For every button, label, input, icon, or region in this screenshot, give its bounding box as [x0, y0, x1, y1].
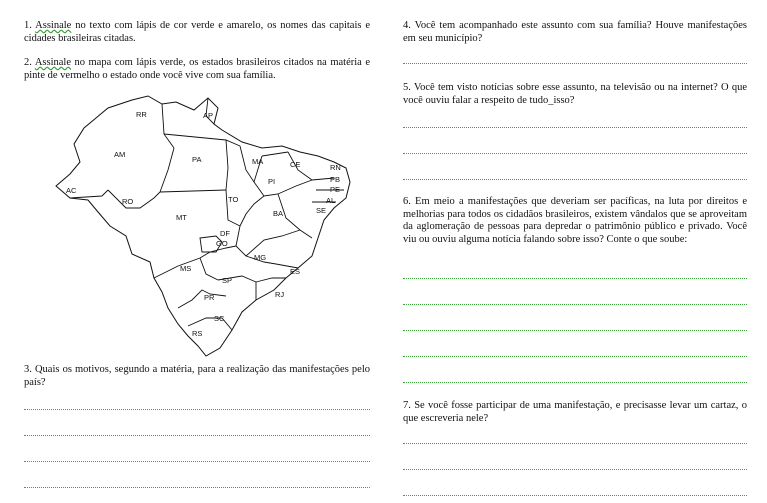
- map-label: RR: [136, 110, 147, 119]
- question-2-text: no mapa com lápis verde, os estados brasileiros citados na matéria e pinte de vermelho o estado onde você vive com sua família.: [24, 57, 370, 81]
- question-5: 5. Você tem visto notícias sobre esse assunto, na televisão ou na internet? O que você ouviu falar a respeito de tudo_isso?: [403, 82, 747, 106]
- question-2: [24, 57, 370, 82]
- map-label: RJ: [275, 290, 285, 299]
- answer-line[interactable]: [403, 439, 747, 444]
- answer-line[interactable]: [403, 149, 747, 154]
- question-6: 6. Em meio a manifestações que deveriam ser pacíficas, na luta por direitos e melhorias para todos os cidadãos brasileiros, existem vândalos que se aproveitam da aglomeração de pessoas para depredar o patrimônio público e privado. Você viu ou ouviu alguma notícia falando sobre isso? Conte o que soube:: [403, 196, 747, 245]
- answer-line[interactable]: [403, 300, 747, 305]
- map-label: ES: [290, 267, 301, 276]
- map-label: GO: [216, 239, 228, 248]
- map-label: AL: [326, 196, 336, 205]
- answer-line[interactable]: [403, 491, 747, 496]
- question-2-number: 2.: [24, 57, 32, 68]
- question-1-number: 1.: [24, 20, 32, 31]
- answer-line[interactable]: [403, 326, 747, 331]
- map-label: DF: [220, 229, 230, 238]
- map-label: BA: [273, 209, 284, 218]
- map-label: TO: [228, 195, 239, 204]
- map-label: PR: [204, 293, 215, 302]
- answer-line[interactable]: [403, 352, 747, 357]
- question-1-keyword: Assinale: [35, 20, 72, 31]
- map-label: CE: [290, 160, 301, 169]
- answer-line[interactable]: [403, 59, 747, 64]
- answer-line[interactable]: [24, 405, 370, 410]
- answer-line[interactable]: [24, 483, 370, 488]
- map-label: MT: [176, 213, 187, 222]
- question-1: [24, 20, 370, 45]
- map-label: RO: [122, 197, 134, 206]
- question-3: 3. Quais os motivos, segundo a matéria, para a realização das manifestações pelo país?: [24, 364, 370, 388]
- answer-line[interactable]: [403, 274, 747, 279]
- map-label: RS: [192, 329, 203, 338]
- answer-line[interactable]: [24, 431, 370, 436]
- map-label: SP: [222, 276, 233, 285]
- map-label: MA: [252, 157, 264, 166]
- answer-line[interactable]: [403, 175, 747, 180]
- map-label: PB: [330, 175, 341, 184]
- map-label: AM: [114, 150, 126, 159]
- map-label: PA: [192, 155, 202, 164]
- map-label: AP: [203, 111, 214, 120]
- question-1-text: no texto com lápis de cor verde e amarelo, os nomes das capitais e cidades brasileiras citadas.: [24, 20, 370, 44]
- question-7: 7. Se você fosse participar de uma manifestação, e precisasse levar um cartaz, o que escreveria nele?: [403, 400, 747, 424]
- map-label: AC: [66, 186, 77, 195]
- map-label: PE: [330, 185, 341, 194]
- map-label: MS: [180, 264, 192, 273]
- question-4: 4. Você tem acompanhado este assunto com sua família? Houve manifestações em seu município?: [403, 20, 747, 44]
- map-label: SC: [214, 314, 225, 323]
- answer-line[interactable]: [403, 123, 747, 128]
- answer-line[interactable]: [403, 465, 747, 470]
- answer-line[interactable]: [24, 457, 370, 462]
- answer-line[interactable]: [403, 378, 747, 383]
- map-label: MG: [254, 253, 267, 262]
- map-label: RN: [330, 163, 341, 172]
- map-label: SE: [316, 206, 327, 215]
- brazil-map: [50, 86, 370, 366]
- question-2-keyword: Assinale: [34, 57, 71, 68]
- map-label: PI: [268, 177, 276, 186]
- brazil-outline: [56, 96, 350, 356]
